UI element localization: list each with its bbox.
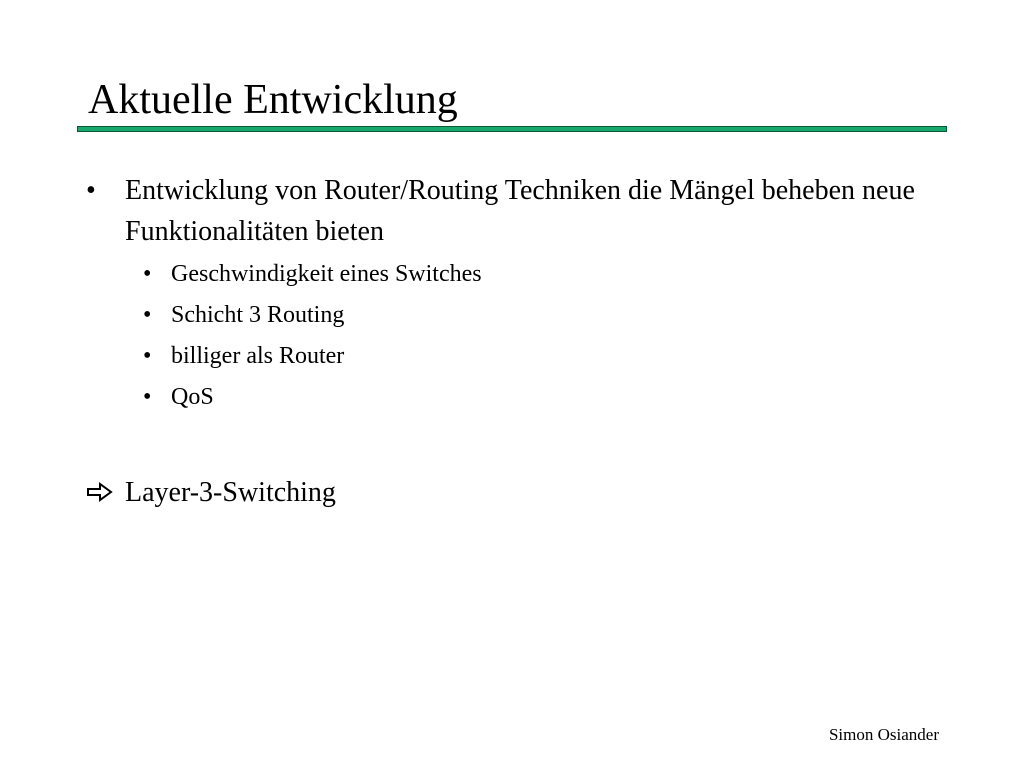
sub-bullet-text: QoS (171, 384, 214, 410)
conclusion-text: Layer-3-Switching (125, 477, 336, 508)
footer-author: Simon Osiander (828, 725, 939, 744)
sub-bullet-marker: • (143, 343, 152, 369)
slide-title: Aktuelle Entwicklung (88, 77, 458, 123)
main-bullet-text: Entwicklung von Router/Routing Techniken die Mängel beheben neue Funktionalitäten bieten (125, 175, 915, 247)
sub-bullet (143, 379, 843, 420)
sub-bullet (143, 297, 843, 338)
sub-bullet-marker: • (143, 261, 152, 287)
title-underline-rule (77, 126, 947, 132)
outline-right-arrow-icon (86, 482, 114, 502)
main-bullet (86, 170, 936, 252)
sub-bullet-list (143, 256, 843, 420)
sub-bullet-marker: • (143, 302, 152, 328)
sub-bullet-marker: • (143, 384, 152, 410)
sub-bullet-text: Geschwindigkeit eines Switches (171, 261, 482, 287)
conclusion-line (86, 472, 336, 513)
bullet-marker: • (86, 175, 96, 206)
sub-bullet-text: Schicht 3 Routing (171, 302, 345, 328)
sub-bullet (143, 338, 843, 379)
sub-bullet-text: billiger als Router (171, 343, 345, 369)
sub-bullet (143, 256, 843, 297)
